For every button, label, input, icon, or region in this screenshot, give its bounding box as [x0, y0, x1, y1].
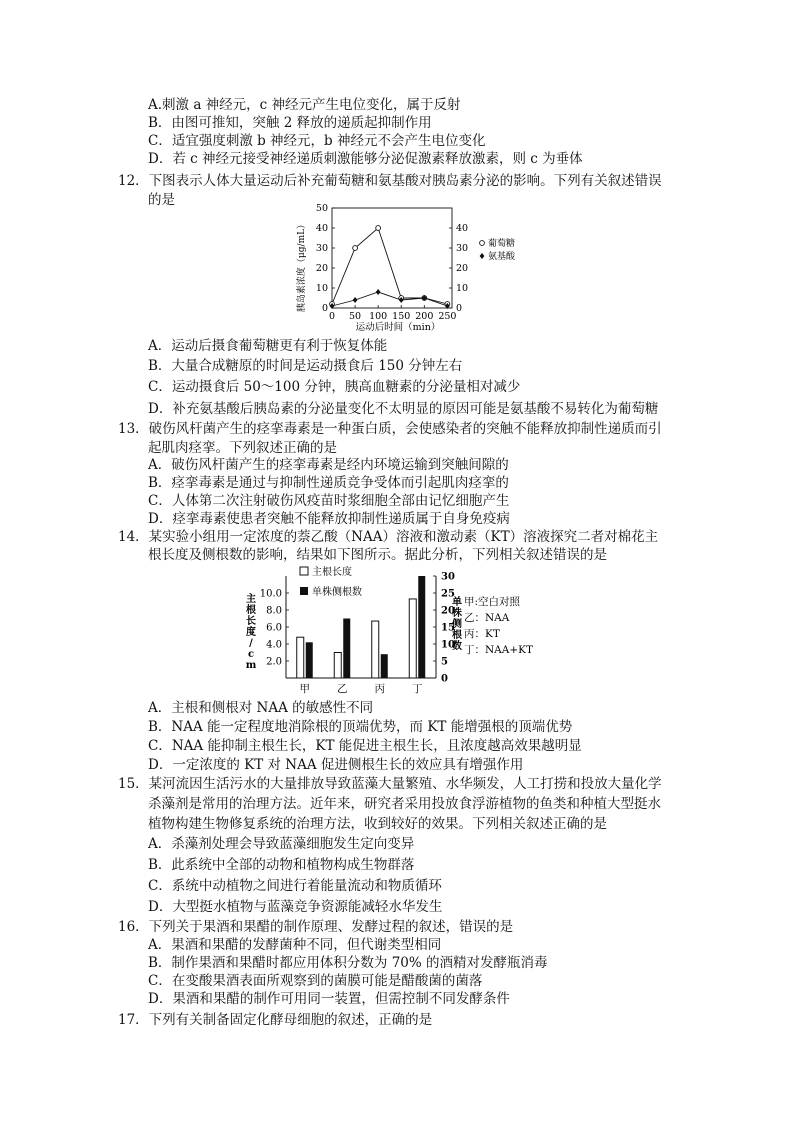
bar-main-root — [409, 599, 416, 678]
text-line: C．适宜强度刺激 b 神经元，b 神经元不会产生电位变化 — [148, 133, 486, 149]
line-chart-legend — [480, 237, 516, 262]
text-line: B．制作果酒和果醋时都应用体积分数为 70% 的酒精对发酵瓶消毒 — [148, 955, 548, 971]
y2-tick-label: 25 — [441, 588, 455, 600]
y2-tick-label: 40 — [456, 223, 469, 234]
text-line: A．主根和侧根对 NAA 的敏感性不同 — [148, 700, 374, 716]
category-label: 丙 — [374, 683, 385, 695]
note-0: 甲:空白对照 — [464, 596, 521, 608]
data-point-amino-acid — [353, 297, 358, 303]
y2-tick-label: 20 — [456, 263, 469, 274]
legend-label-main-root: 主根长度 — [312, 567, 352, 578]
legend-label-lateral-root: 单株侧根数 — [312, 587, 362, 598]
text-line: B．大量合成糖原的时间是运动摄食后 150 分钟左右 — [148, 358, 463, 374]
y-tick-label: 4.0 — [266, 639, 282, 651]
legend-marker-glucose — [480, 241, 485, 246]
bar-main-root — [372, 621, 379, 678]
note-1: 乙：NAA — [464, 612, 510, 624]
y-tick-label: 50 — [315, 203, 328, 214]
text-line: A．果酒和果醋的发酵菌种不同，但代谢类型相同 — [148, 937, 442, 953]
legend-marker-amino-acid — [480, 253, 485, 259]
svg-text:/: / — [249, 638, 253, 649]
y2-tick-label: 30 — [441, 571, 455, 583]
data-point-amino-acid — [376, 289, 381, 295]
bar-lateral-root — [418, 576, 425, 678]
line-chart-frame — [332, 208, 452, 308]
y-tick-label: 10.0 — [259, 588, 282, 600]
text-line: D．若 c 神经元接受神经递质刺激能够分泌促激素释放激素，则 c 为垂体 — [148, 151, 583, 167]
root-bar-chart — [238, 560, 558, 698]
text-line: A．破伤风杆菌产生的痉挛毒素是经内环境运输到突触间隙的 — [148, 457, 509, 473]
svg-text:度: 度 — [246, 627, 256, 638]
svg-text:主: 主 — [246, 594, 256, 605]
y2-tick-label: 10 — [456, 283, 469, 294]
svg-text:根: 根 — [452, 630, 462, 641]
data-point-glucose — [376, 226, 381, 231]
data-point-glucose — [353, 246, 358, 251]
bar-lateral-root — [306, 642, 313, 678]
svg-text:单: 单 — [452, 597, 462, 608]
bar-chart-legend — [300, 565, 362, 598]
line-chart-xlabel: 运动后时间（min） — [355, 322, 441, 333]
y-tick-label: 6.0 — [266, 622, 282, 634]
y-tick-label: 10 — [315, 283, 328, 294]
svg-text:株: 株 — [452, 608, 462, 619]
text-line: 的是 — [148, 192, 175, 208]
x-tick-label: 0 — [328, 311, 336, 322]
bar-main-root — [297, 637, 304, 678]
x-tick-label: 250 — [438, 311, 457, 322]
series-line-0 — [332, 228, 447, 304]
svg-text:根: 根 — [246, 605, 256, 616]
legend-swatch-main-root — [300, 567, 308, 575]
text-line: B．此系统中全部的动物和植物构成生物群落 — [148, 857, 415, 873]
line-chart-axes — [332, 208, 452, 308]
text-line: 杀藻剂是常用的治理方法。近年来，研究者采用投放食浮游植物的鱼类和种植大型挺水 — [148, 796, 661, 812]
y-tick-label: 40 — [315, 223, 328, 234]
legend-swatch-lateral-root — [300, 587, 308, 595]
bar-chart-y2label — [451, 595, 462, 652]
y2-tick-label: 10 — [441, 639, 455, 651]
text-line: A.刺激 a 神经元，c 神经元产生电位变化，属于反射 — [148, 97, 461, 113]
insulin-line-chart — [290, 200, 535, 338]
text-line: C．人体第二次注射破伤风疫苗时浆细胞全部由记忆细胞产生 — [148, 493, 510, 509]
note-3: 丁：NAA+KT — [464, 644, 533, 656]
text-line: D．补充氨基酸后胰岛素的分泌量变化不太明显的原因可能是氨基酸不易转化为葡萄糖 — [148, 401, 659, 417]
text-line: A．杀藻剂处理会导致蓝藻细胞发生定向变异 — [148, 836, 415, 852]
text-line: 14．某实验小组用一定浓度的萘乙酸（NAA）溶液和激动素（KT）溶液探究二者对棉花主 — [118, 529, 659, 545]
category-label: 丁 — [412, 683, 423, 695]
x-tick-label: 150 — [392, 311, 411, 322]
legend-label-glucose: 葡萄糖 — [488, 239, 516, 249]
y2-tick-label: 30 — [456, 243, 469, 254]
category-label: 甲 — [299, 683, 310, 695]
text-line: B．由图可推知，突触 2 释放的递质起抑制作用 — [148, 115, 432, 131]
text-line: 根长度及侧根数的影响，结果如下图所示。据此分析，下列相关叙述错误的是 — [148, 547, 607, 563]
svg-text:长: 长 — [246, 616, 256, 627]
x-tick-label: 200 — [415, 311, 434, 322]
text-line: 17．下列有关制备固定化酵母细胞的叙述，正确的是 — [118, 1012, 433, 1028]
text-line: 起肌肉痉挛。下列叙述正确的是 — [148, 440, 337, 456]
bar-chart-ylabel — [246, 592, 257, 671]
text-line: 13．破伤风杆菌产生的痉挛毒素是一种蛋白质，会使感染者的突触不能释放抑制性递质而引 — [118, 421, 662, 437]
line-chart-ylabel: 胰岛素浓度（μg/mL） — [297, 219, 307, 313]
y-tick-label: 20 — [315, 263, 328, 274]
bar-main-root — [334, 653, 341, 679]
svg-text:侧: 侧 — [452, 619, 462, 630]
y-tick-label: 30 — [315, 243, 328, 254]
text-line: 16．下列关于果酒和果醋的制作原理、发酵过程的叙述，错误的是 — [118, 919, 514, 935]
bar-lateral-root — [343, 619, 350, 679]
text-line: A．运动后摄食葡萄糖更有利于恢复体能 — [148, 338, 388, 354]
svg-text:c: c — [247, 649, 255, 660]
bar-lateral-root — [381, 654, 388, 678]
text-line: B．痉挛毒素是通过与抑制性递质竞争受体而引起肌肉痉挛的 — [148, 475, 509, 491]
series-line-1 — [332, 292, 447, 306]
note-2: 丙：KT — [464, 628, 500, 640]
text-line: D．一定浓度的 KT 对 NAA 促进侧根生长的效应具有增强作用 — [148, 757, 524, 773]
x-tick-label: 100 — [369, 311, 388, 322]
text-line: 植物构建生物修复系统的治理方法，收到较好的效果。下列相关叙述正确的是 — [148, 816, 607, 832]
y-tick-label: 0 — [321, 303, 328, 314]
svg-text:数: 数 — [452, 641, 462, 652]
svg-text:m: m — [245, 660, 257, 671]
text-line: C．系统中动植物之间进行着能量流动和物质循环 — [148, 878, 442, 894]
text-line: D．痉挛毒素使患者突触不能释放抑制性递质属于自身免疫病 — [148, 511, 510, 527]
text-line: C．运动摄食后 50～100 分钟，胰高血糖素的分泌量相对减少 — [148, 379, 521, 395]
y2-tick-label: 0 — [456, 303, 463, 314]
bar-chart-notes — [464, 595, 533, 656]
text-line: B．NAA 能一定程度地消除根的顶端优势，而 KT 能增强根的顶端优势 — [148, 719, 573, 735]
x-tick-label: 50 — [349, 311, 362, 322]
y2-tick-label: 5 — [441, 656, 448, 668]
text-line: D．果酒和果醋的制作可用同一装置，但需控制不同发酵条件 — [148, 991, 510, 1007]
y-tick-label: 8.0 — [266, 605, 282, 617]
category-label: 乙 — [337, 683, 348, 695]
y2-tick-label: 0 — [441, 673, 448, 685]
y2-tick-label: 20 — [441, 605, 455, 617]
text-line: C．NAA 能抑制主根生长，KT 能促进主根生长，且浓度越高效果越明显 — [148, 738, 582, 754]
text-line: C．在变酸果酒表面所观察到的菌膜可能是醋酸菌的菌落 — [148, 973, 483, 989]
legend-label-amino-acid: 氨基酸 — [488, 252, 516, 262]
y-tick-label: 2.0 — [266, 656, 282, 668]
text-line: 12．下图表示人体大量运动后补充葡萄糖和氨基酸对胰岛素分泌的影响。下列有关叙述错误 — [118, 173, 662, 189]
text-line: D．大型挺水植物与蓝藻竞争资源能减轻水华发生 — [148, 899, 443, 915]
y2-tick-label: 15 — [441, 622, 455, 634]
text-line: 15．某河流因生活污水的大量排放导致蓝藻大量繁殖、水华频发，人工打捞和投放大量化学 — [118, 776, 662, 792]
